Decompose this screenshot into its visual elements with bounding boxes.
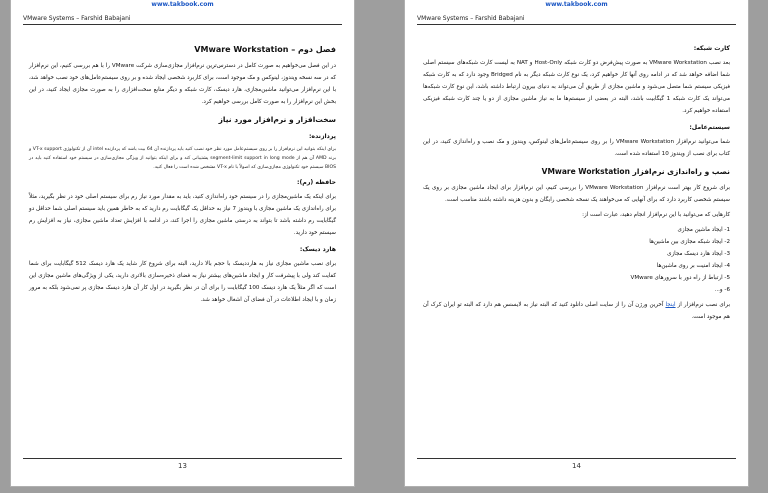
ram-paragraph: برای اینکه یک ماشین‌مجازی را در سیستم خود راه‌اندازی کنید، باید به مقدار مورد نیاز رم برای سیستم اصلی خود در نظر بگیرید، مثلاً برای راه‌اندازی یک ماشین مجازی با ویندوز 7 نیاز به حداقل یک گیگابایت رم دارید که به خاطر همین باید سیستم اصلی شما حداقل دو گیگابایت رم داشته باشد تا بتواند به درستی ماشین مجازی را اجرا کند، در ادامه با افزایش تعداد ماشین مجازی، نیاز به افزایش رم سیستم خود دارید. [29,194,336,236]
cpu-label: پردازنده: [308,133,336,140]
page-14 [405,0,748,486]
list-item: 2- ایجاد شبکه مجازی بین ماشین‌ها [649,239,730,245]
nic-label: کارت شبکه: [693,45,730,52]
nic-paragraph: بعد نصب VMware Workstation به صورت پیش‌فرض دو کارت شبکه Host-Only و NAT به لیست کارت شبکه‌های سیستم اصلی شما اضافه خواهد شد که در ادامه روی آنها کار خواهیم کرد، یک نوع کارت شبکه دیگر به نام Bridged وجود دارد که به کارت شبکه فیزیکی سیستم شما متصل می‌شود و ماشین مجازی از طریق آن می‌تواند به دنیای بیرون ارتباط داشته باشد، این نوع کارت شبکه‌ها می‌تواند یک کارت شبکه 1 گیگابیت باشد، البته در بعضی از سیستم‌ها ما به نیاز ماشین مجازی از دو یا چند کارت شبکه فیزیکی استفاده خواهیم کرد. [423,60,730,114]
disk-paragraph: برای نصب ماشین مجازی نیاز به هارددیسک با حجم بالا دارید، البته برای شروع کار شاید یک هارد دیسک 512 گیگابایت برای شما کفایت کند ولی با پیشرفت کار و ایجاد ماشین‌های بیشتر نیاز به فضای ذخیره‌سازی بالاتری دارید، یکی از ویژگی‌های ماشین مجازی این است که اگر مثلاً یک هارد دیسک 100 گیگابایت را برای آن در نظر بگیرید در اول کار آن هارد دیسک مجازی پر نمی‌شود بلکه به مرور زمان و با ایجاد اطلاعات در آن فضای آن اشغال خواهد شد. [29,261,337,303]
list-item: 6- و... [714,287,730,293]
cpu-paragraph: برای اینکه بتوانید این نرم‌افزار را بر روی سیستم‌عامل مورد نظر خود نصب کنید باید پردازنده آن 64 بیت باشد که پردازنده intel آن از تکنولوژی VT-x support و برند AMD آن هم از segment-limit support in long mode پشتیبانی کند و برای اینکه بتوانید از ویژگی مجازی‌سازی در سیستم خود استفاده کنید باید در BIOS سیستم خود تکنولوژی مجازی‌سازی که اصولاً با نام VT-x مشخص شده است را فعال کنید. [29,147,337,170]
site-url[interactable]: www.takbook.com [151,1,214,8]
chapter-title: فصل دوم – VMware Workstation [194,45,336,54]
list-item: 4- ایجاد امنیت بر روی ماشین‌ها [656,263,730,269]
ram-label: حافظه (رم): [297,179,336,186]
download-link[interactable]: اینجا [665,302,676,308]
page-body [29,38,336,309]
page-number: 13 [178,462,187,470]
footer-rule [417,458,736,459]
install-title: نصب و راه‌اندازی نرم‌افزار VMware Workstation [541,167,730,176]
features-intro: کارهایی که می‌توانید با این نرم‌افزار انجام دهید، عبارت است از: [582,212,730,218]
running-header: VMware Systems – Farshid Babajani [417,15,736,25]
os-label: سیستم‌عامل: [689,124,730,131]
page-body [423,38,730,326]
page-13 [11,0,354,486]
site-url[interactable]: www.takbook.com [545,1,608,8]
list-item: 3- ایجاد هارد دیسک مجازی [667,251,730,257]
download-text-after: آخرین ورژن آن را از سایت اصلی دانلود کنید که البته نیاز به لایسنس هم دارد که البته تو ایران کرک آن هم موجود است. [423,302,730,320]
intro-paragraph: در این فصل می‌خواهیم به صورت کامل در دسترس‌ترین نرم‌افزار مجازی‌سازی شرکت VMware را با هم بررسی کنیم، این نرم‌افزار که در سه نسخه ویندوز، لینوکس و مک موجود است، برای کاربرد شخصی ایجاد شده و بر روی سیستم‌عامل‌های خود نصب خواهد شد، با این نرم‌افزار می‌توانید ماشین‌مجازی، هارد دیسک، کارت شبکه و دیگر منابع سخت‌افزاری را به صورت مجازی ایجاد کنید، در این بخش این نرم‌افزار را به صورت کامل بررسی خواهیم کرد. [29,63,336,105]
disk-label: هارد دیسک: [299,246,336,253]
feature-list [423,224,730,296]
install-paragraph: برای شروع کار بهتر است نرم‌افزار VMware Workstation را بررسی کنیم، این نرم‌افزار برای ایجاد ماشین مجازی بر روی یک سیستم شخصی کاربرد دارد که برای آنهایی که می‌خواهند یک نسخه شخصی رایگان و بدون هزینه داشته باشند مناسب است. [423,185,730,203]
section-title: سخت‌افزار و نرم‌افزار مورد نیاز [218,115,336,124]
page-number: 14 [572,462,581,470]
download-text-before: برای نصب نرم‌افزار از [677,302,731,308]
list-item: 1- ایجاد ماشین مجازی [677,227,730,233]
download-paragraph [423,299,730,323]
running-header: VMware Systems – Farshid Babajani [23,15,342,25]
os-paragraph: شما می‌توانید نرم‌افزار VMware Workstation را بر روی سیستم‌عامل‌های لینوکس، ویندوز و مک نصب و راه‌اندازی کنید، در این کتاب برای نصب از ویندوز 10 استفاده شده است. [423,139,730,157]
footer-rule [23,458,342,459]
list-item: 5- ارتباط از راه دور با سرورهای VMware [630,275,730,281]
